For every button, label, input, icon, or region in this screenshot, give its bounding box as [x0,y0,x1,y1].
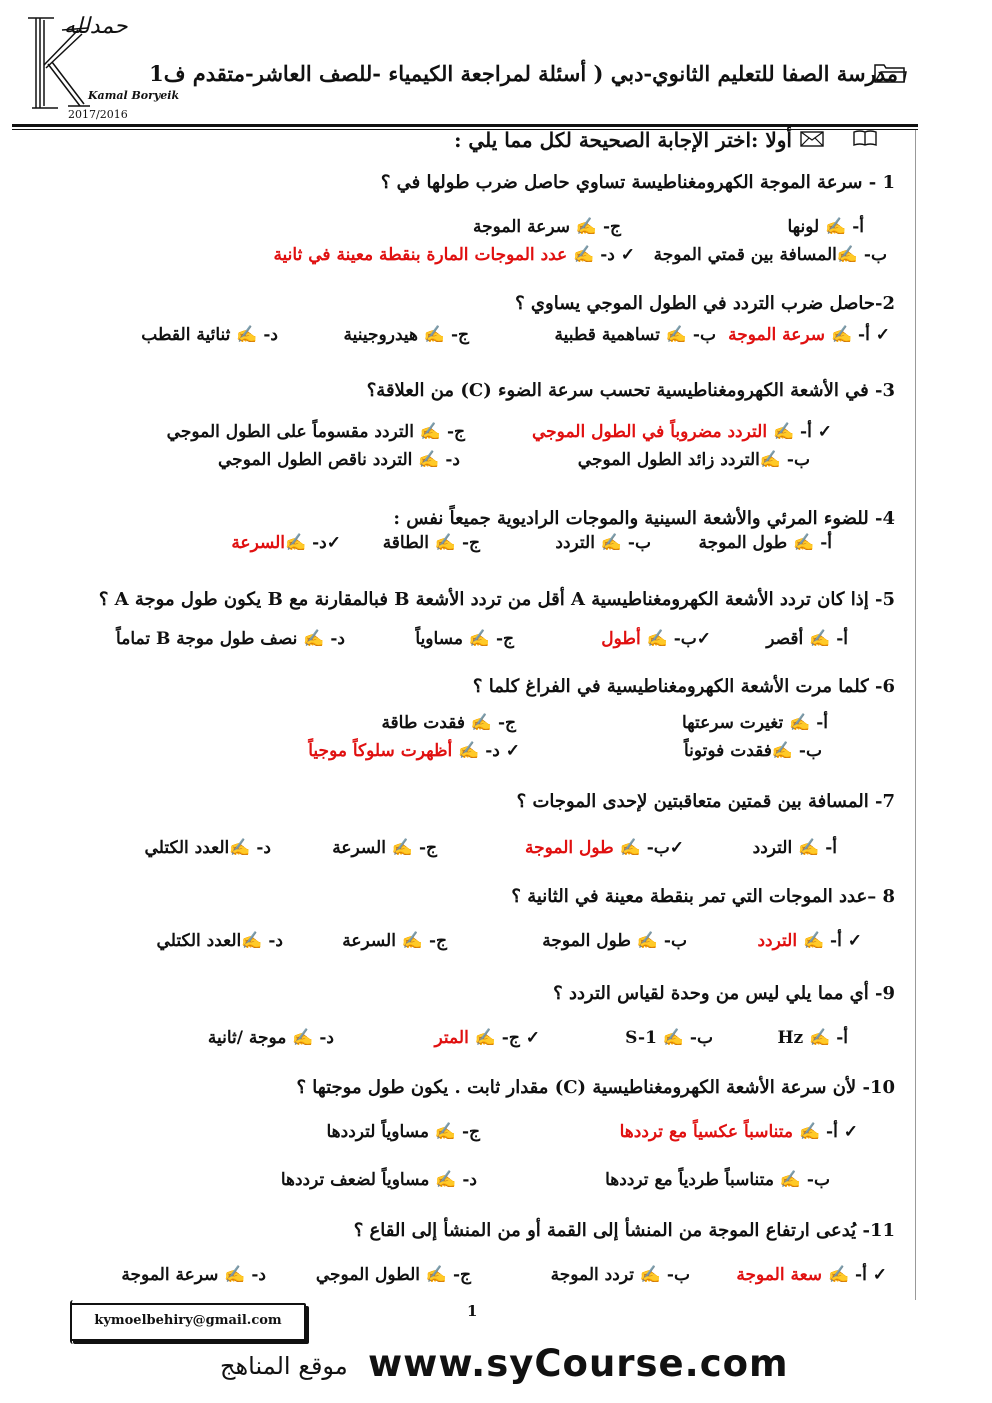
option-label: ب- ✍ S-1 [625,1028,713,1048]
option [766,629,848,649]
option-label: ✓ د- ✍ [567,245,635,265]
option [342,931,447,951]
correct-answer: سعة الموجة [736,1265,823,1285]
right-margin-line [915,130,916,1300]
option [344,325,469,345]
option [231,533,341,553]
option-label: أ- ✍ لونها [787,217,864,237]
option-label: د- ✍العدد الكتلي [156,931,283,951]
question-10: 10- لأن سرعة الأشعة الكهرومغناطيسية (C) مقدار ثابت . يكون طول موجتها ؟ [296,1077,895,1098]
option-label: ج- ✍ هيدروجينية [343,325,469,345]
option [682,713,828,733]
option-label: أ- ✍ طول الموجة [698,533,832,553]
option-label: ب- ✍ متناسباً طردياً مع ترددها [605,1170,830,1190]
option [273,245,635,265]
option [736,1265,887,1285]
option-label: ✓ب- ✍ [640,629,711,649]
option-label: ب- ✍ تساهمية قطبية [554,325,716,345]
option-label: ج- ✍ مساوياً لترددها [326,1122,480,1142]
option [281,1170,477,1190]
option [554,325,716,345]
option-label: ب- ✍ التردد [555,533,651,553]
email-link[interactable]: kymoelbehiry@gmail.com [94,1313,282,1328]
option [551,1265,690,1285]
question-7: 7- المسافة بين قمتين متعاقبتين لإحدى الموجات ؟ [516,791,895,812]
option [381,713,516,733]
option-label: ب- ✍ تردد الموجة [550,1265,690,1285]
option [218,450,460,470]
option [308,741,520,761]
option-label: ج- ✍ السرعة [342,931,447,951]
option-label: ج- ✍ مساوياً [415,629,514,649]
question-8: 8 –عدد الموجات التي تمر بنقطة معينة في الثانية ؟ [511,886,895,907]
option [157,931,283,951]
option [777,1028,848,1048]
option [578,450,810,470]
option-label: د- ✍ موجة /ثانية [207,1028,334,1048]
option-label: ب- ✍فقدت فوتوناً [683,741,822,761]
option-label: ✓ ج- ✍ [468,1028,540,1048]
option [684,741,822,761]
option-label: ب- ✍ طول الموجة [542,931,687,951]
option [605,1170,830,1190]
correct-answer: عدد الموجات المارة بنقطة معينة في ثانية [273,245,568,265]
option [728,325,890,345]
option [316,1265,471,1285]
option [145,838,271,858]
question-11: 11- يُدعى ارتفاع الموجة من المنشأ إلى القمة أو من المنشأ إلى القاع ؟ [353,1220,895,1241]
correct-answer: سرعة الموجة [728,325,826,345]
option-label: د- ✍ مساوياً لضعف ترددها [280,1170,477,1190]
site-url[interactable]: www.syCourse.com [368,1342,789,1385]
question-5: 5- إذا كان تردد الأشعة الكهرومغناطيسية A أقل من تردد الأشعة B فبالمقارنة مع B يكون طول موجة A ؟ [98,589,895,610]
option [542,931,687,951]
option-label: ج- ✍ الطاقة [382,533,480,553]
option [415,629,514,649]
email-scroll-edge [70,1300,78,1344]
page-number: 1 [467,1302,478,1320]
book-icon [852,129,878,151]
correct-answer: متناسباً عكسياً مع ترددها [619,1122,794,1142]
option-label: ✓د- ✍ [285,533,341,553]
option-label: د- ✍ التردد ناقص الطول الموجي [218,450,460,470]
correct-answer: أطول [601,629,641,649]
option [141,325,278,345]
option [788,217,865,237]
option-label: د- ✍ ثنائية القطب [141,325,278,345]
option [435,1028,540,1048]
option-label: د- ✍ سرعة الموجة [121,1265,266,1285]
option [525,838,684,858]
option [555,533,651,553]
option-label: ج- ✍ سرعة الموجة [473,217,621,237]
option [532,422,832,442]
option [753,838,837,858]
correct-answer: السرعة [231,533,286,553]
option [698,533,832,553]
option-label: أ- ✍ التردد [752,838,837,858]
question-9: 9- أي مما يلي ليس من وحدة لقياس التردد ؟ [553,983,895,1004]
option-label: د- ✍ نصف طول موجة B تماماً [116,629,345,649]
section-title: أولا :اختر الإجابة الصحيحة لكل مما يلي : [454,128,792,152]
option-label: أ- ✍ تغيرت سرعتها [681,713,828,733]
question-3: 3- في الأشعة الكهرومغناطيسية تحسب سرعة الضوء (C) من العلاقة؟ [366,380,895,401]
folder-icon [873,62,907,88]
option-label: ب- ✍التردد زائد الطول الموجي [577,450,810,470]
correct-answer: التردد [757,931,798,951]
option-label: ✓ أ- ✍ [793,1122,858,1142]
option-label: ب- ✍المسافة بين قمتي الموجة [653,245,887,265]
option-label: ج- ✍ الطول الموجي [315,1265,471,1285]
option-label: ج- ✍ التردد مقسوماً على الطول الموجي [166,422,465,442]
site-label: موقع المناهج [220,1352,348,1380]
option [121,1265,266,1285]
option-label: ✓ أ- ✍ [797,931,862,951]
option [332,838,437,858]
correct-answer: أظهرت سلوكاً موجياً [308,741,453,761]
envelope-icon [800,131,824,151]
author-name: Kamal Boryeik [88,89,180,102]
question-4: 4- للضوء المرئي والأشعة السينية والموجات الراديوية جميعاً نفس : [393,508,895,529]
header-divider [12,124,918,127]
correct-answer: المتر [434,1028,469,1048]
option [383,533,480,553]
option [625,1028,713,1048]
option-label: ✓ب- ✍ [613,838,684,858]
option-label: أ- ✍ Hz [777,1028,848,1048]
question-1: 1 - سرعة الموجة الكهرومغناطيسة تساوي حاصل ضرب طولها في ؟ [380,172,895,193]
option-label: ج- ✍ فقدت طاقة [381,713,516,733]
option [757,931,862,951]
option-label: ✓ د- ✍ [452,741,520,761]
option-label: د- ✍العدد الكتلي [144,838,271,858]
option [327,1122,481,1142]
option-label: أ- ✍ أقصر [766,629,848,649]
correct-answer: طول الموجة [524,838,614,858]
option-label: ✓ أ- ✍ [767,422,832,442]
question-2: 2-حاصل ضرب التردد في الطول الموجي يساوي ؟ [515,293,895,314]
option [601,629,711,649]
option-label: ✓ أ- ✍ [822,1265,887,1285]
option [116,629,345,649]
option [208,1028,334,1048]
question-6: 6- كلما مرت الأشعة الكهرومغناطيسية في الفراغ كلما ؟ [472,676,895,697]
correct-answer: التردد مضروباً في الطول الموجي [532,422,768,442]
option-label: ✓ أ- ✍ [825,325,890,345]
option [167,422,465,442]
signature: حمدلله [64,14,128,39]
option [473,217,621,237]
page-title: مدرسة الصفا للتعليم الثانوي-دبي ( أسئلة لمراجعة الكيمياء -للصف العاشر-متقدم ف1 [149,61,898,86]
option [620,1122,858,1142]
email-box [70,1303,306,1341]
option [654,245,887,265]
option-label: ج- ✍ السرعة [332,838,437,858]
year-label: 2017/2016 [68,108,128,121]
